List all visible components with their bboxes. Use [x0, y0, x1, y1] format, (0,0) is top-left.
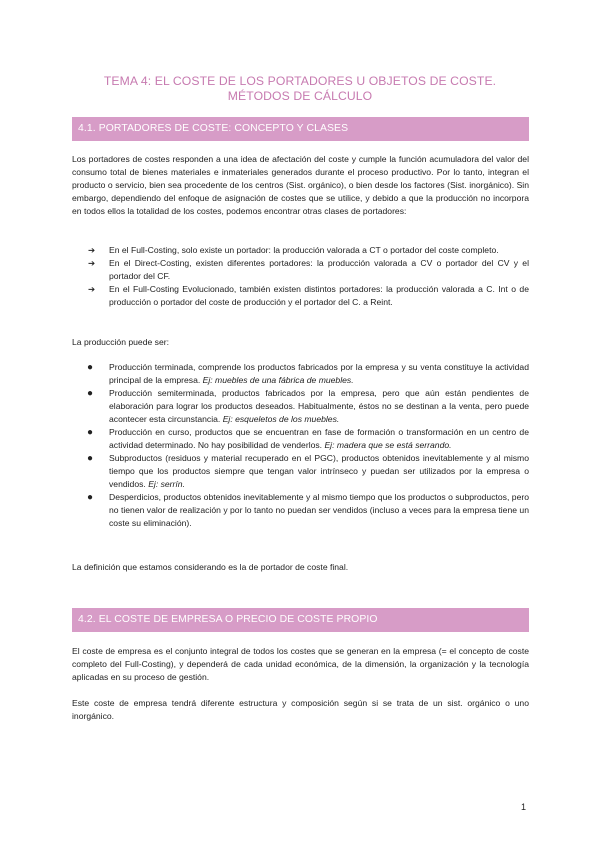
list-item: ➔ En el Full-Costing, solo existe un portador: la producción valorada a CT o portador del coste completo. — [88, 245, 499, 255]
closing-paragraph: La definición que estamos considerando es la de portador de coste final. — [72, 562, 349, 572]
portadores-list — [72, 244, 529, 309]
dot-icon: ● — [87, 362, 94, 373]
production-intro: La producción puede ser: — [72, 337, 169, 347]
list-item: ● Producción en curso, productos que se encuentran en fase de formación o transformación en un centro de actividad determinado. No hay posibilidad de venderlos. Ej: madera que se está serrando. — [87, 427, 529, 450]
list-item: ● Producción semiterminada, productos fabricados por la empresa, pero que aún están pendientes de elaboración para lograr los productos deseados. Habitualmente, éstos no se destinan a la venta, pero puede acontecer esta circunstancia. Ej: esqueletos de los muebles. — [87, 388, 529, 424]
production-types-list — [72, 361, 529, 530]
section-heading-1: 4.1. PORTADORES DE COSTE: CONCEPTO Y CLASES — [72, 117, 529, 141]
coste-empresa-paragraph: El coste de empresa es el conjunto integral de todos los costes que se generan en la empresa (= el concepto de coste completo del Full-Costing), y dependerá de cada unidad económica, de la dimensión, la organización y la tecnología aplicadas en su proceso de gestión. — [72, 646, 529, 682]
list-item: ● Subproductos (residuos y material recuperado en el PGC), productos obtenidos inevitablemente y al mismo tiempo que los productos siempre que tengan valor intrínseco y puedan ser utilizados por la empresa o vendidos. Ej: serrín. — [87, 453, 529, 489]
title-line-2: MÉTODOS DE CÁLCULO — [227, 89, 373, 103]
estructura-paragraph: Este coste de empresa tendrá diferente estructura y composición según si se trata de un sist. orgánico o uno inorgánico. — [72, 698, 529, 721]
arrow-icon: ➔ — [88, 284, 96, 294]
list-item: ● Desperdicios, productos obtenidos inevitablemente y al mismo tiempo que los productos o subproductos, pero no tienen valor de realización y por lo tanto no puedan ser vendidos (incluso a veces para la empresa tiene un coste su eliminación). — [87, 492, 529, 528]
dot-icon: ● — [87, 427, 94, 438]
intro-paragraph: Los portadores de costes responden a una idea de afectación del coste y cumple la función acumuladora del valor del consumo total de bienes materiales e inmateriales generados durante el proceso productivo. Por lo tanto, integran el producto o servicio, bien sea procedente de los centros (Sist. orgánico), o bien desde los factores (Sist. inorgánico). Sin embargo, dependiendo del enfoque de asignación de costes que se utilice, y debido a que la producción no incorpora en todos ellos la totalidad de los costes, podemos encontrar otras clases de portadores: — [72, 154, 529, 216]
dot-icon: ● — [87, 453, 94, 464]
title-line-1: TEMA 4: EL COSTE DE LOS PORTADORES U OBJETOS DE COSTE. — [103, 74, 497, 88]
dot-icon: ● — [87, 388, 94, 399]
arrow-icon: ➔ — [88, 258, 96, 268]
page-title — [60, 74, 540, 104]
list-item: ➔ En el Full-Costing Evolucionado, también existen distintos portadores: la producción valorada a C. Int o de producción o portador del coste de producción y el portador del C. a Reint. — [88, 284, 529, 307]
section-heading-2: 4.2. EL COSTE DE EMPRESA O PRECIO DE COSTE PROPIO — [72, 608, 529, 632]
list-item: ● Producción terminada, comprende los productos fabricados por la empresa y su venta constituye la actividad principal de la empresa. Ej: muebles de una fábrica de muebles. — [87, 362, 529, 385]
arrow-icon: ➔ — [88, 245, 96, 255]
page-number: 1 — [520, 802, 526, 812]
list-item: ➔ En el Direct-Costing, existen diferentes portadores: la producción valorada a CV o portador del CV y el portador del CF. — [88, 258, 529, 281]
dot-icon: ● — [87, 492, 94, 503]
